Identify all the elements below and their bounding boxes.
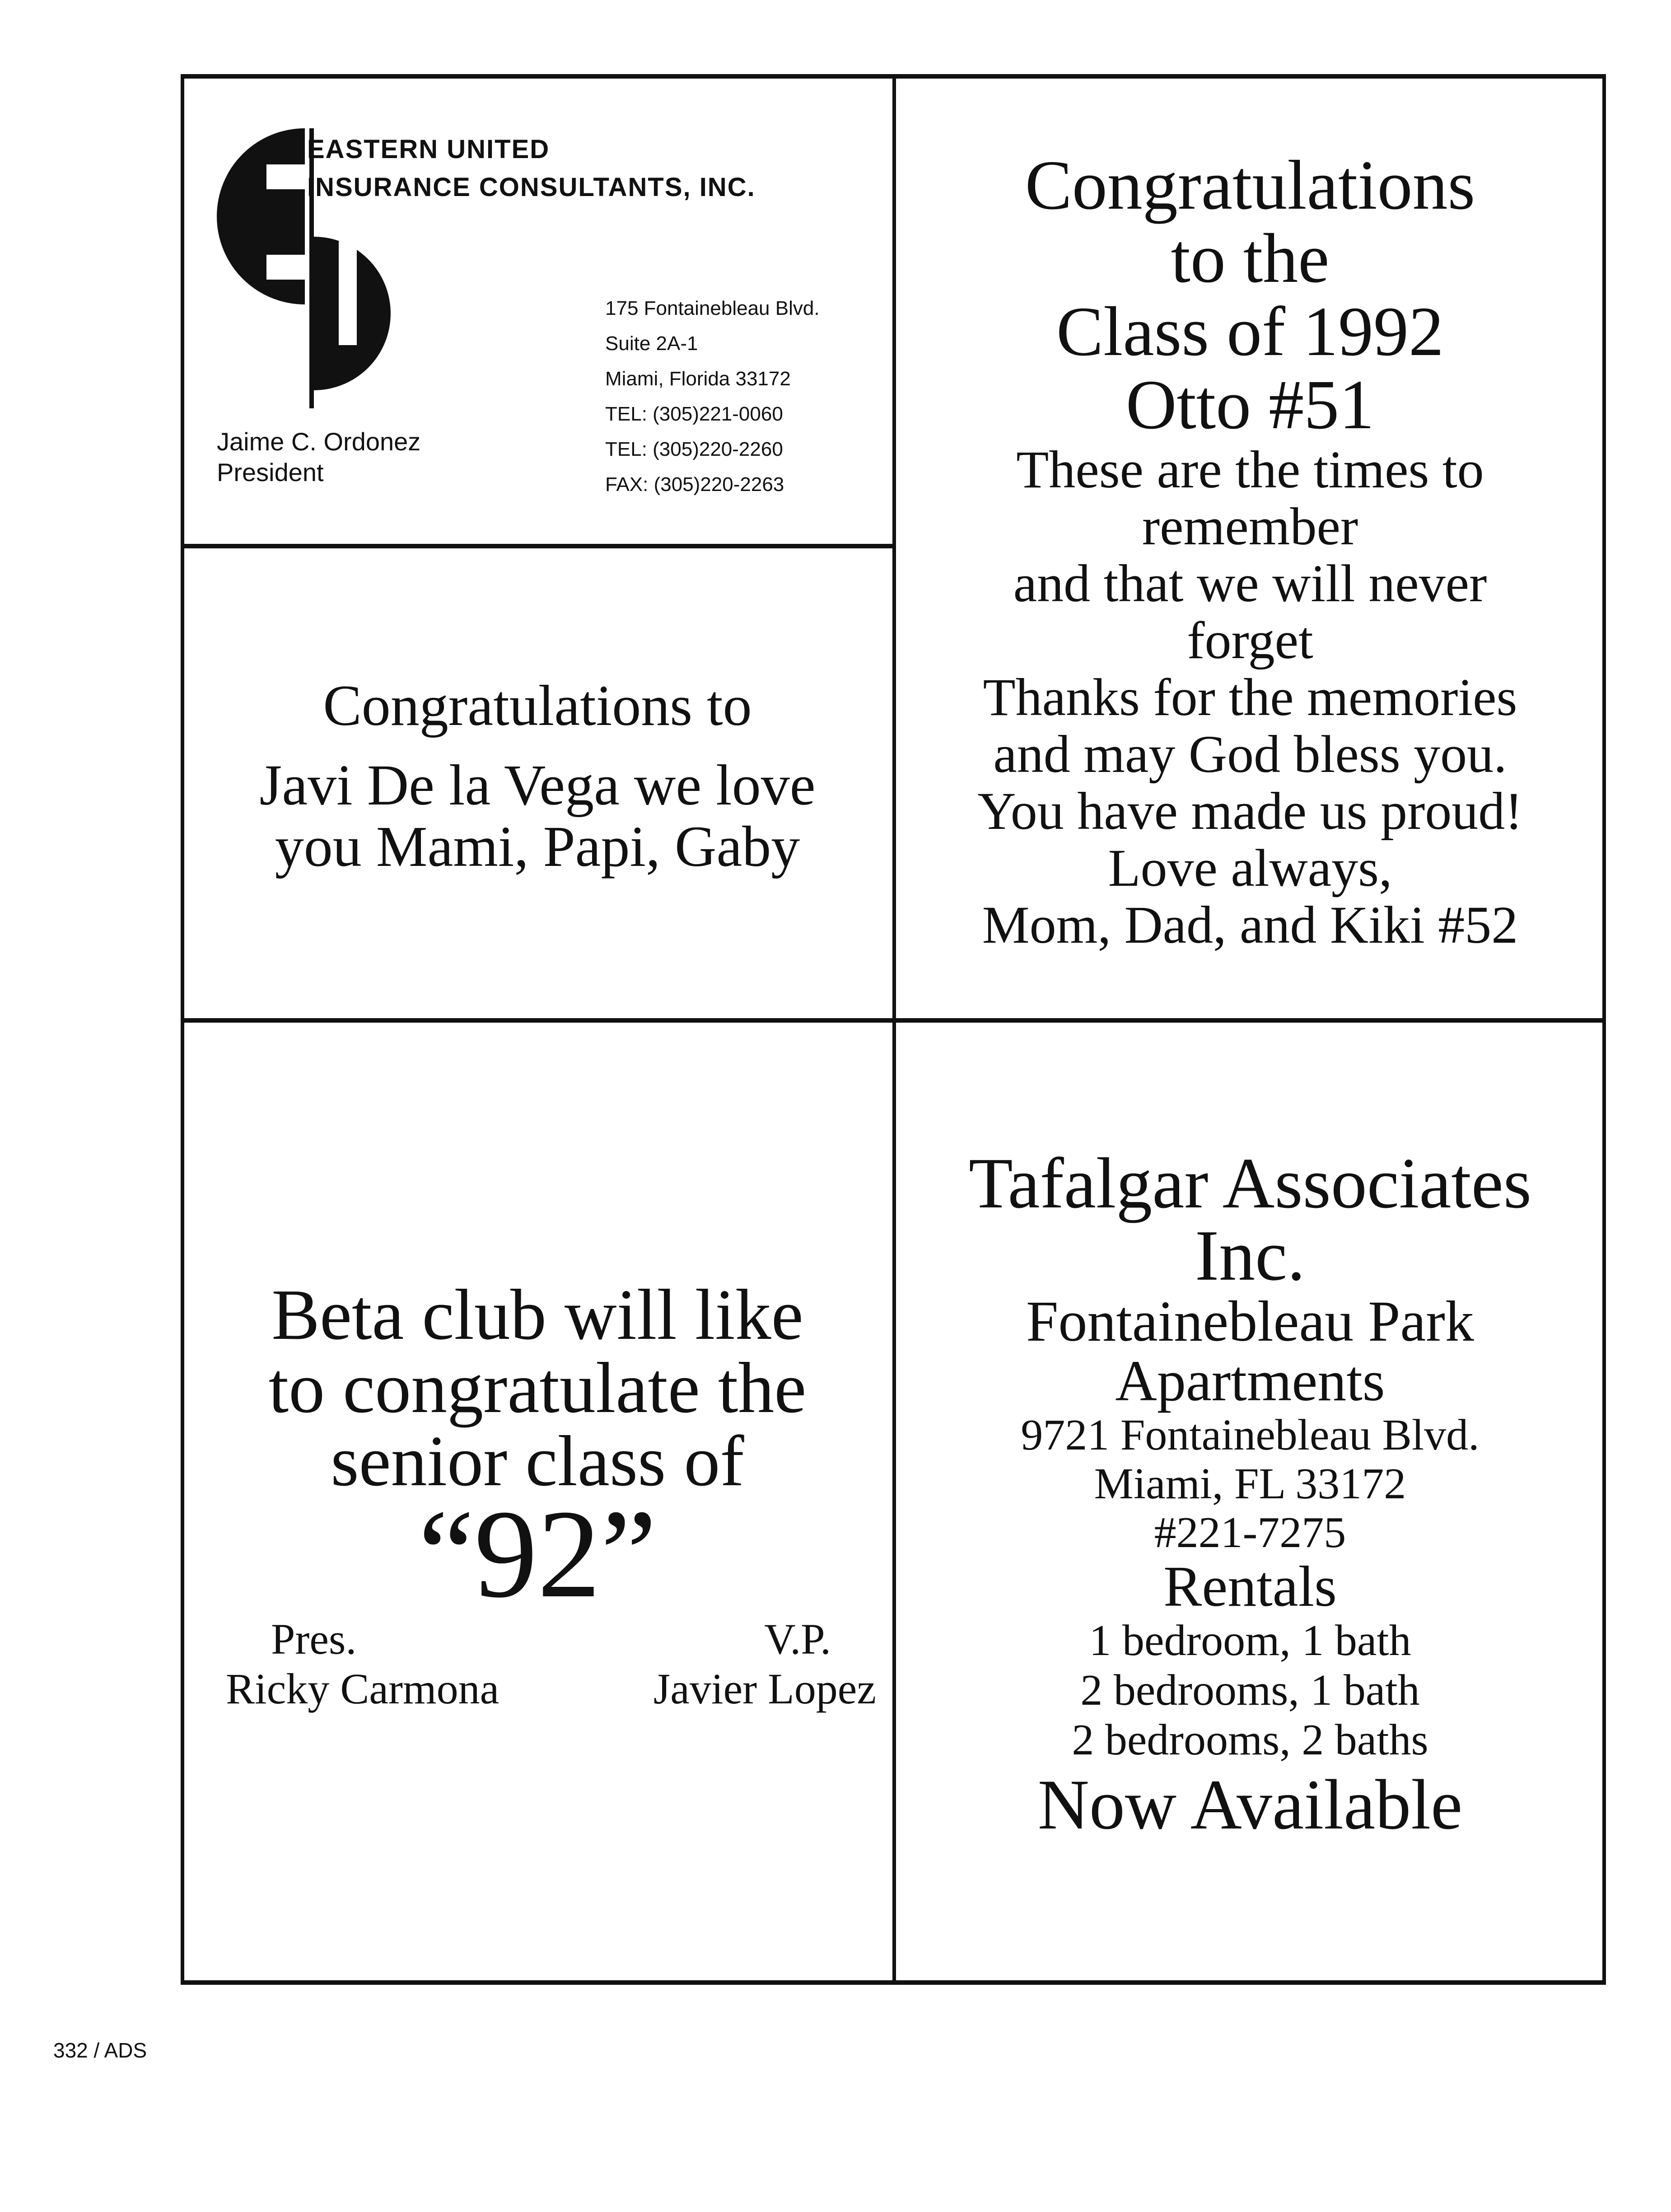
company-name-line1: EASTERN UNITED	[307, 135, 550, 164]
company-name	[307, 131, 756, 206]
vice-president-name: Javier Lopez	[653, 1665, 876, 1713]
eastern-united-ad	[181, 74, 894, 544]
beta-ad-line: senior class of	[331, 1421, 744, 1501]
message-line: These are the times to	[1016, 440, 1484, 499]
page-footer-label: 332 / ADS	[53, 2039, 147, 2062]
president-role: Pres.	[271, 1615, 357, 1663]
beta-ad-line: to congratulate the	[268, 1347, 807, 1428]
availability-callout: Now Available	[1037, 1765, 1463, 1844]
address-line: 175 Fontainebleau Blvd.	[605, 297, 820, 319]
grid-middle-divider	[181, 1018, 1606, 1023]
company-address	[605, 291, 820, 502]
message-line: and may God bless you.	[993, 725, 1507, 784]
headline-line: Otto #51	[1125, 365, 1375, 444]
vice-president-role: V.P.	[764, 1615, 831, 1663]
headline-line: Class of 1992	[1056, 292, 1444, 370]
message-line: remember	[1142, 497, 1358, 556]
beta-club-ad	[181, 1274, 894, 1624]
phone-number: #221-7275	[1154, 1508, 1346, 1557]
message-line: You have made us proud!	[977, 781, 1523, 841]
company-name-line: Tafalgar Associates	[968, 1143, 1532, 1223]
property-name-line: Fontainebleau Park	[1026, 1289, 1474, 1353]
property-name-line: Apartments	[1115, 1349, 1385, 1413]
message-line: Thanks for the memories	[983, 668, 1517, 727]
message-line: and that we will never	[1013, 554, 1487, 613]
message-line: Love always,	[1108, 838, 1392, 898]
headline-line: to the	[1171, 219, 1330, 297]
javi-ad-line: Javi De la Vega we love	[259, 753, 816, 817]
fax-line: FAX: (305)220-2263	[605, 473, 784, 496]
address-line: Suite 2A-1	[605, 332, 698, 355]
address-line: Miami, FL 33172	[1094, 1459, 1406, 1508]
phone-line: TEL: (305)220-2260	[605, 438, 783, 460]
contact-name: Jaime C. Ordonez	[217, 427, 421, 456]
class-1992-ad	[894, 146, 1606, 954]
address-line: Miami, Florida 33172	[605, 368, 791, 390]
javi-ad-line: you Mami, Papi, Gaby	[275, 814, 800, 879]
unit-type: 1 bedroom, 1 bath	[1089, 1616, 1411, 1665]
javi-congrats-ad	[181, 675, 894, 877]
company-contact	[217, 426, 420, 488]
vice-president-block	[653, 1614, 876, 1714]
contact-title: President	[217, 458, 324, 486]
president-block	[226, 1614, 499, 1714]
ads-grid	[181, 74, 1606, 1985]
javi-ad-line: Congratulations to	[323, 673, 752, 738]
rentals-heading: Rentals	[1163, 1554, 1337, 1618]
phone-line: TEL: (305)221-0060	[605, 403, 783, 425]
tafalgar-associates-ad	[894, 1143, 1606, 1844]
unit-type: 2 bedrooms, 1 bath	[1080, 1666, 1420, 1715]
message-line: Mom, Dad, and Kiki #52	[982, 895, 1518, 954]
headline-line: Congratulations	[1025, 146, 1475, 224]
message-line: forget	[1187, 611, 1313, 670]
company-name-line: Inc.	[1195, 1215, 1306, 1295]
president-name: Ricky Carmona	[226, 1665, 499, 1713]
unit-type: 2 bedrooms, 2 baths	[1072, 1716, 1428, 1764]
address-line: 9721 Fontainebleau Blvd.	[1021, 1411, 1480, 1459]
beta-ad-year: “92”	[418, 1483, 657, 1624]
company-name-line2: INSURANCE CONSULTANTS, INC.	[307, 173, 756, 202]
left-upper-divider	[181, 544, 894, 548]
beta-ad-line: Beta club will like	[271, 1274, 803, 1355]
